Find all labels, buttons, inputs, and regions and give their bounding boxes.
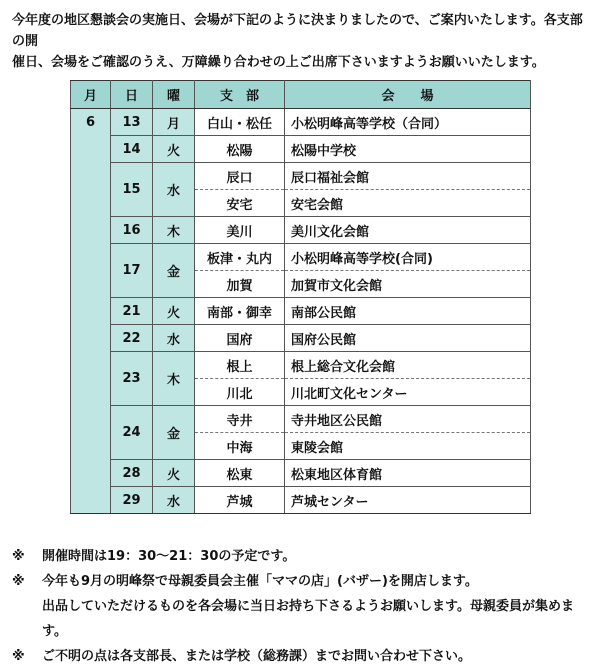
month-cell: 6 — [71, 109, 111, 514]
day-cell: 23 — [111, 352, 153, 406]
venue-cell: 加賀市文化会館 — [285, 271, 531, 298]
venue-cell: 国府公民館 — [285, 325, 531, 352]
header-month: 月 — [71, 81, 111, 109]
weekday-cell: 木 — [153, 217, 195, 244]
venue-cell: 根上総合文化会館 — [285, 352, 531, 379]
venue-cell: 芦城センター — [285, 487, 531, 514]
note-1 — [12, 544, 594, 569]
note-mark: ※ — [12, 549, 25, 564]
venue-cell: 安宅会館 — [285, 190, 531, 217]
branch-cell: 松陽 — [195, 136, 285, 163]
table-row — [71, 217, 531, 244]
day-cell: 24 — [111, 406, 153, 460]
note-2-text: 今年も9月の明峰祭で母親委員会主催「ママの店」(バザー)を開店します。 — [42, 574, 478, 589]
branch-cell: 辰口 — [195, 163, 285, 190]
day-cell: 13 — [111, 109, 153, 136]
branch-cell: 根上 — [195, 352, 285, 379]
notes — [12, 544, 594, 669]
branch-cell: 美川 — [195, 217, 285, 244]
table-row — [71, 244, 531, 271]
note-3 — [12, 644, 594, 669]
table-row — [71, 325, 531, 352]
header-weekday: 曜 — [153, 81, 195, 109]
branch-cell: 芦城 — [195, 487, 285, 514]
branch-cell: 板津・丸内 — [195, 244, 285, 271]
venue-cell: 松陽中学校 — [285, 136, 531, 163]
weekday-cell: 水 — [153, 163, 195, 217]
table-row — [71, 487, 531, 514]
header-venue: 会 場 — [285, 81, 531, 109]
table-row — [71, 136, 531, 163]
table-header-row — [71, 81, 531, 109]
venue-cell: 東陵会館 — [285, 433, 531, 460]
day-cell: 16 — [111, 217, 153, 244]
note-1-text: 開催時間は19：30～21：30の予定です。 — [42, 549, 296, 564]
day-cell: 15 — [111, 163, 153, 217]
branch-cell: 加賀 — [195, 271, 285, 298]
weekday-cell: 木 — [153, 352, 195, 406]
day-cell: 29 — [111, 487, 153, 514]
day-cell: 21 — [111, 298, 153, 325]
day-cell: 28 — [111, 460, 153, 487]
intro-text — [12, 10, 594, 73]
branch-cell: 中海 — [195, 433, 285, 460]
venue-cell: 寺井地区公民館 — [285, 406, 531, 433]
note-mark: ※ — [12, 574, 25, 589]
table-row — [71, 163, 531, 190]
branch-cell: 白山・松任 — [195, 109, 285, 136]
branch-cell: 松東 — [195, 460, 285, 487]
venue-cell: 川北町文化センター — [285, 379, 531, 406]
venue-cell: 辰口福祉会館 — [285, 163, 531, 190]
intro-line-2: 催日、会場をご確認のうえ、万障繰り合わせの上ご出席下さいますようお願いいたします。 — [12, 55, 545, 70]
table-row — [71, 406, 531, 433]
venue-cell: 南部公民館 — [285, 298, 531, 325]
weekday-cell: 金 — [153, 244, 195, 298]
table-row — [71, 460, 531, 487]
schedule-body — [71, 109, 531, 514]
branch-cell: 寺井 — [195, 406, 285, 433]
day-cell: 22 — [111, 325, 153, 352]
table-row — [71, 352, 531, 379]
venue-cell: 松東地区体育館 — [285, 460, 531, 487]
weekday-cell: 火 — [153, 460, 195, 487]
branch-cell: 安宅 — [195, 190, 285, 217]
branch-cell: 川北 — [195, 379, 285, 406]
note-mark: ※ — [12, 649, 25, 664]
note-2 — [12, 569, 594, 594]
weekday-cell: 火 — [153, 298, 195, 325]
weekday-cell: 月 — [153, 109, 195, 136]
weekday-cell: 水 — [153, 487, 195, 514]
venue-cell: 小松明峰高等学校(合同) — [285, 244, 531, 271]
header-branch: 支 部 — [195, 81, 285, 109]
table-row — [71, 109, 531, 136]
branch-cell: 南部・御幸 — [195, 298, 285, 325]
weekday-cell: 火 — [153, 136, 195, 163]
weekday-cell: 水 — [153, 325, 195, 352]
intro-line-1: 今年度の地区懇談会の実施日、会場が下記のように決まりましたので、ご案内いたします。各支部の開 — [12, 13, 583, 49]
note-2-continued: 出品していただけるものを各会場に当日お持ち下さるようお願いします。母親委員が集めます。 — [42, 599, 574, 639]
header-day: 日 — [111, 81, 153, 109]
branch-cell: 国府 — [195, 325, 285, 352]
day-cell: 14 — [111, 136, 153, 163]
note-3-text: ご不明の点は各支部長、または学校（総務課）までお問い合わせ下さい。 — [42, 649, 472, 664]
day-cell: 17 — [111, 244, 153, 298]
table-row — [71, 298, 531, 325]
venue-cell: 美川文化会館 — [285, 217, 531, 244]
schedule-table — [70, 80, 531, 514]
weekday-cell: 金 — [153, 406, 195, 460]
venue-cell: 小松明峰高等学校（合同） — [285, 109, 531, 136]
